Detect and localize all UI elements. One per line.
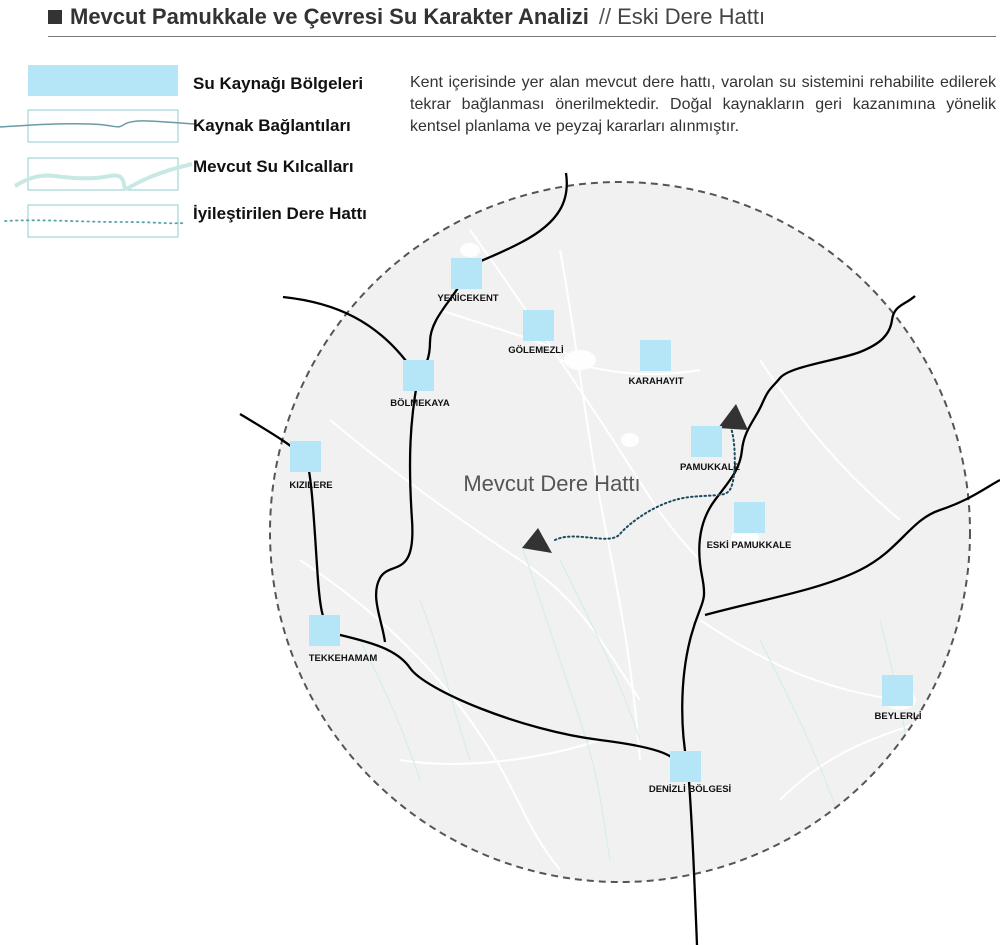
legend-label-water-sources: Su Kaynağı Bölgeleri (193, 74, 364, 93)
page-title: Mevcut Pamukkale ve Çevresi Su Karakter Analizi (70, 4, 589, 29)
water-source-eski-pamukkale (734, 502, 765, 533)
description-text: Kent içerisinde yer alan mevcut dere hattı, varolan su sistemini rehabilite edilerek tekrar bağlanması önerilmektedir. Doğal kaynakların geri kazanımına yönelik kentsel planlama ve peyzaj kararları alınmıştır. (410, 74, 996, 135)
water-source-denizli (670, 751, 701, 782)
location-label-beylerli: BEYLERLİ (874, 711, 922, 722)
water-source-kizilere (290, 441, 321, 472)
water-source-yenicekent (451, 258, 482, 289)
location-label-kizilere: KIZILERE (289, 480, 333, 491)
location-label-golemezli: GÖLEMEZLİ (508, 345, 564, 356)
page-subtitle: Eski Dere Hattı (617, 4, 766, 29)
title-separator: // (598, 4, 612, 29)
water-source-karahayit (640, 340, 671, 371)
legend-label-connections: Kaynak Bağlantıları (193, 116, 351, 135)
location-label-tekkehamam: TEKKEHAMAM (308, 653, 378, 664)
water-source-golemezli (523, 310, 554, 341)
water-source-tekkehamam (309, 615, 340, 646)
map-center-label: Mevcut Dere Hattı (463, 471, 641, 496)
legend-label-restored-stream: İyileştirilen Dere Hattı (193, 204, 367, 223)
location-label-denizli: DENİZLİ BÖLGESİ (648, 784, 732, 795)
water-source-bolmekaya (403, 360, 434, 391)
location-label-pamukkale: PAMUKKALE (680, 462, 740, 473)
water-source-pamukkale (691, 426, 722, 457)
location-label-karahayit: KARAHAYIT (628, 376, 684, 387)
map-area (270, 182, 970, 882)
location-label-bolmekaya: BÖLMEKAYA (390, 398, 450, 409)
location-label-yenicekent: YENİCEKENT (437, 293, 499, 304)
legend-label-capillaries: Mevcut Su Kılcalları (193, 157, 354, 176)
location-label-eski-pamukkale: ESKİ PAMUKKALE (706, 540, 792, 551)
water-source-beylerli (882, 675, 913, 706)
